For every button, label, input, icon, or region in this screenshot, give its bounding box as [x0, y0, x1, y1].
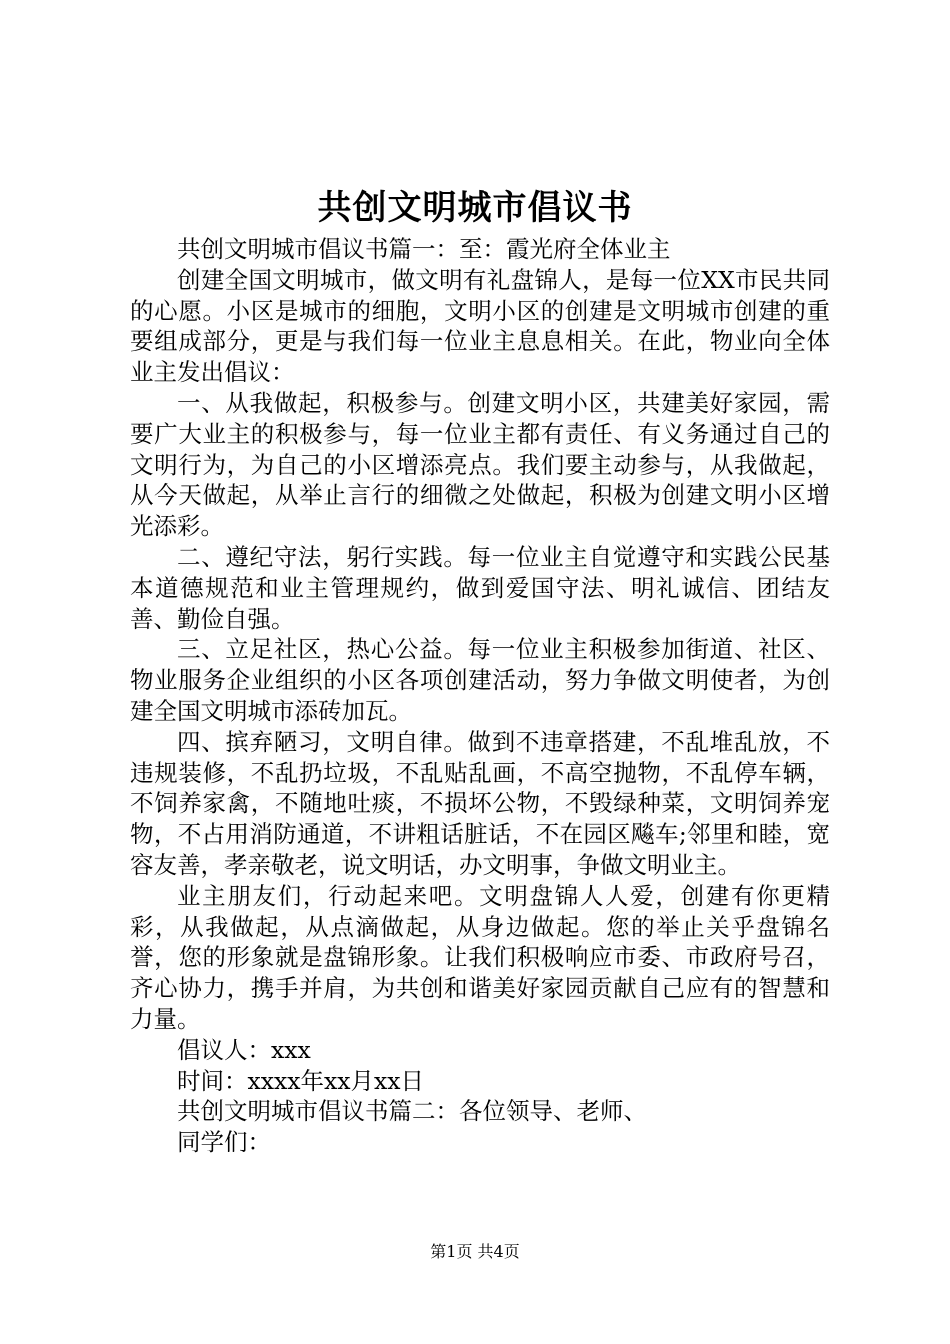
document-body — [130, 234, 830, 1158]
page-footer: 第1页 共4页 — [430, 1242, 520, 1261]
paragraph-part2-salutation: 同学们： — [177, 1128, 271, 1157]
paragraph-item-4: 四、摈弃陋习，文明自律。做到不违章搭建，不乱堆乱放，不违规装修，不乱扔垃圾，不乱贴乱画，不高空抛物，不乱停车辆，不饲养家禽，不随地吐痰，不损坏公物，不毁绿种菜，文明饲养宠物，不占用消防通道，不讲粗话脏话，不在园区飚车;邻里和睦，宽容友善，孝亲敬老，说文明话，办文明事，争做文明业主。 — [130, 727, 830, 879]
paragraph-intro-heading: 共创文明城市倡议书篇一：至：霞光府全体业主 — [177, 235, 671, 263]
paragraph-item-1: 一、从我做起，积极参与。创建文明小区，共建美好家园，需要广大业主的积极参与，每一位业主都有责任、有义务通过自己的文明行为，为自己的小区增添亮点。我们要主动参与，从我做起，从今天做起，从举止言行的细微之处做起，积极为创建文明小区增光添彩。 — [130, 388, 830, 541]
signature-line: 倡议人：xxx — [177, 1035, 311, 1064]
paragraph-part2-heading: 共创文明城市倡议书篇二：各位领导、老师、 — [177, 1097, 647, 1126]
paragraph-intro: 创建全国文明城市，做文明有礼盘锦人，是每一位XX市民共同的心愿。小区是城市的细胞，文明小区的创建是文明城市创建的重要组成部分，更是与我们每一位业主息息相关。在此，物业向全体业主发出倡议： — [130, 265, 830, 387]
paragraph-item-3: 三、立足社区，热心公益。每一位业主积极参加街道、社区、物业服务企业组织的小区各项创建活动，努力争做文明使者，为创建全国文明城市添砖加瓦。 — [130, 635, 830, 725]
document-title: 共创文明城市倡议书 — [317, 188, 633, 228]
paragraph-closing: 业主朋友们，行动起来吧。文明盘锦人人爱，创建有你更精彩，从我做起，从点滴做起，从身边做起。您的举止关乎盘锦名誉，您的形象就是盘锦形象。让我们积极响应市委、市政府号召，齐心协力，携手并肩，为共创和谐美好家园贡献自己应有的智慧和力量。 — [130, 881, 830, 1033]
paragraph-item-2: 二、遵纪守法，躬行实践。每一位业主自觉遵守和实践公民基本道德规范和业主管理规约，做到爱国守法、明礼诚信、团结友善、勤俭自强。 — [130, 542, 830, 633]
date-line: 时间：xxxx年xx月xx日 — [177, 1066, 425, 1095]
